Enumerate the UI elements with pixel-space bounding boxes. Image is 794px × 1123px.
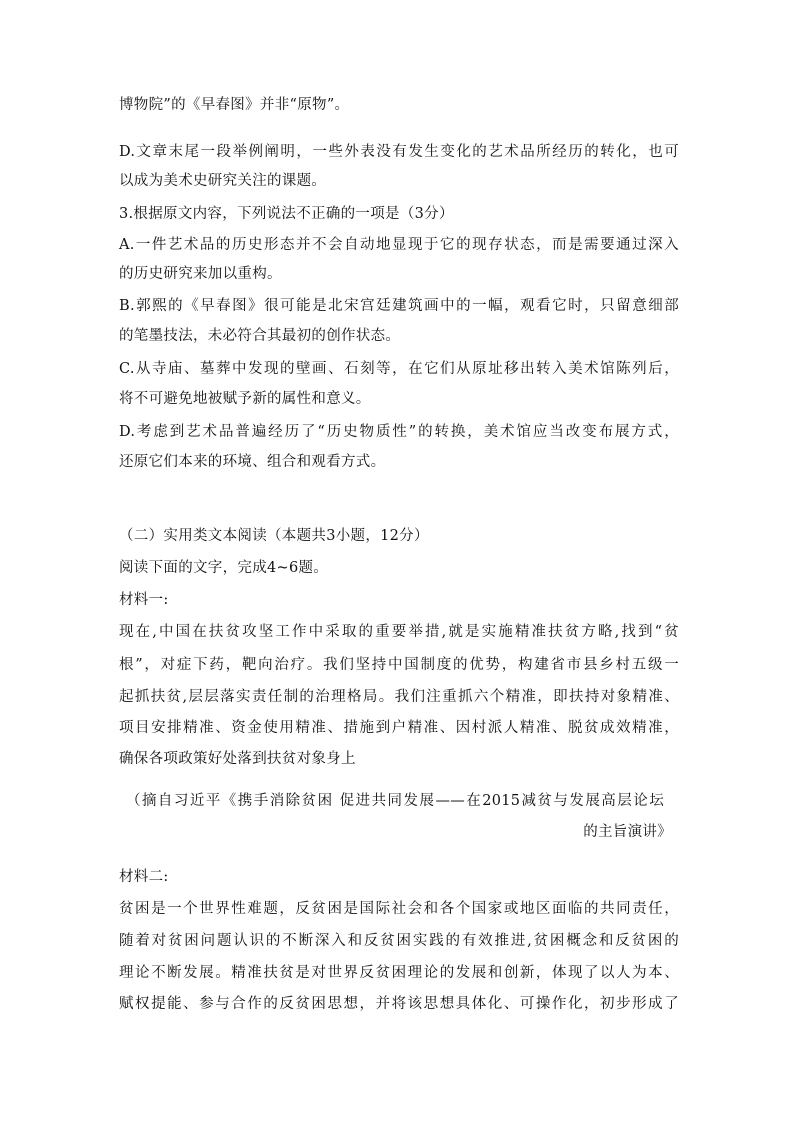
text-line: 现在,中国在扶贫攻坚工作中采取的重要举措,就是实施精准扶贫方略,找到“贫 <box>119 624 679 640</box>
question-heading: 3.根据原文内容，下列说法不正确的一项是（3分） <box>119 206 454 222</box>
text-line: D.文章末尾一段举例阐明，一些外表没有发生变化的艺术品所经历的转化，也可 <box>119 144 679 160</box>
text-line: 博物院”的《早春图》并非“原物”。 <box>119 97 350 113</box>
text-line: 的笔墨技法，未必符合其最初的创作状态。 <box>119 328 401 344</box>
text-line: 确保各项政策好处落到扶贫对象身上 <box>119 751 356 767</box>
text-line: 还原它们本来的环境、组合和观看方式。 <box>119 454 386 470</box>
text-line: C.从寺庙、墓葬中发现的壁画、石刻等，在它们从原址移出转入美术馆陈列后， <box>119 361 679 377</box>
text-line: 起抓扶贫,层层落实责任制的治理格局。我们注重抓六个精准，即扶持对象精准、 <box>119 689 679 705</box>
text-line: 以成为美术史研究关注的课题。 <box>119 173 327 189</box>
text-line: D.考虑到艺术品普遍经历了“历史物质性”的转换，美术馆应当改变布展方式， <box>119 424 679 440</box>
text-line: 项目安排精准、资金使用精准、措施到户精准、因村派人精准、脱贫成效精准， <box>119 720 679 736</box>
text-line: B.郭熙的《早春图》很可能是北宋宫廷建筑画中的一幅，观看它时，只留意细部 <box>119 298 679 314</box>
text-line: 理论不断发展。精准扶贫是对世界反贫困理论的发展和创新，体现了以人为本、 <box>119 965 679 981</box>
material-label: 材料二: <box>119 869 169 885</box>
text-line: 根”，对症下药，靶向治疗。我们坚持中国制度的优势，构建省市县乡村五级一 <box>119 657 679 673</box>
citation-line: 的主旨演讲》 <box>583 824 672 840</box>
instruction-line: 阅读下面的文字，完成4~6题。 <box>119 560 329 576</box>
text-line: 贫困是一个世界性难题，反贫困是国际社会和各个国家或地区面临的共同责任， <box>119 901 679 917</box>
material-label: 材料一: <box>119 592 169 608</box>
text-line: 的历史研究来加以重构。 <box>119 266 282 282</box>
text-line: 赋权提能、参与合作的反贫困思想，并将该思想具体化、可操作化，初步形成了 <box>119 996 679 1012</box>
text-line: 随着对贫困问题认识的不断深入和反贫困实践的有效推进,贫困概念和反贫困的 <box>119 933 679 949</box>
citation-line: （摘自习近平《携手消除贫困 促进共同发展——在2015减贫与发展高层论坛 <box>126 793 664 809</box>
section-heading: （二）实用类文本阅读（本题共3小题，12分） <box>119 528 429 544</box>
text-line: 将不可避免地被赋予新的属性和意义。 <box>119 391 371 407</box>
text-line: A.一件艺术品的历史形态并不会自动地显现于它的现存状态，而是需要通过深入 <box>119 237 679 253</box>
